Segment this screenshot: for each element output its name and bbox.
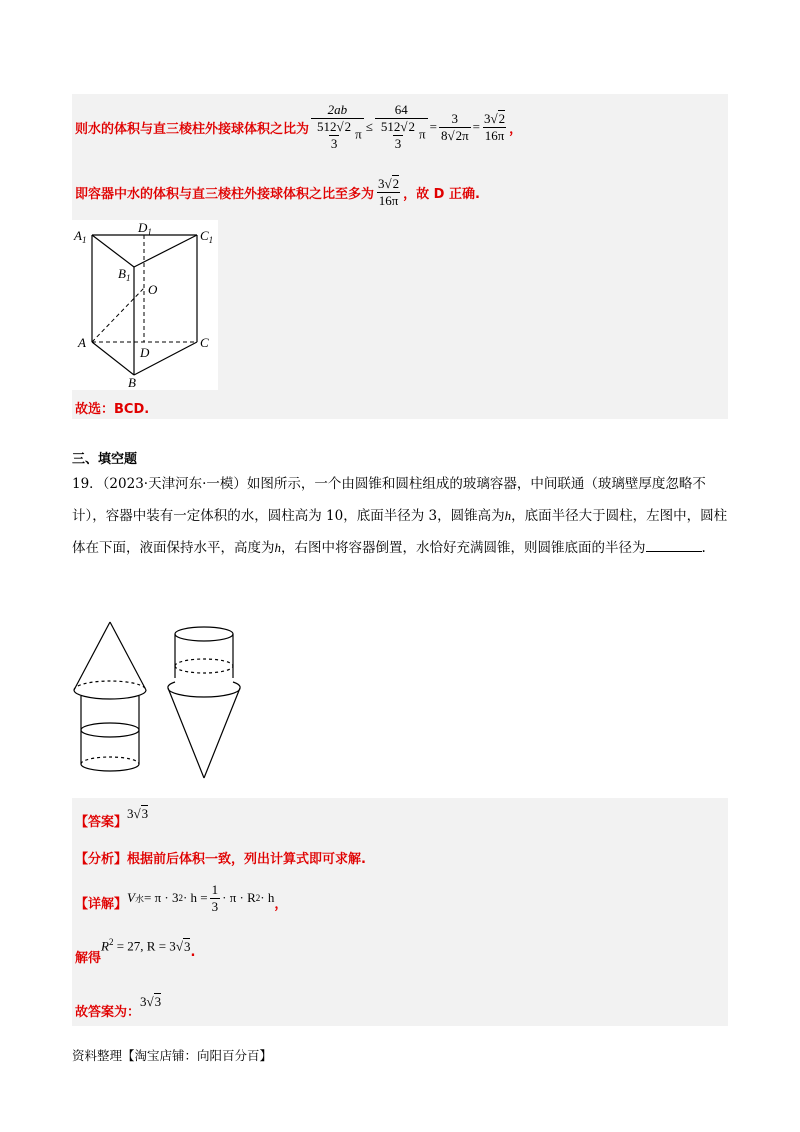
problem-19: 19．（2023·天津河东·一模）如图所示，一个由圆锥和圆柱组成的玻璃容器，中间联通（玻璃壁厚度忽略不计），容器中装有一定体积的水，圆柱高为 10，底面半径为 3，圆锥高为h，底面半径大于圆柱，左图中，圆柱体在下面，液面保持水平，高度为h，右图中将容器倒置，水恰好充满圆锥，则圆锥底面的半径为 .: [72, 476, 728, 556]
frac-64: 64 $\frac{512√2}{3}$ π: [375, 102, 428, 152]
answer-label: 【答案】: [75, 814, 128, 830]
left-cyl-bottom-back: [81, 757, 139, 764]
analysis-line: [75, 848, 366, 867]
label-c1: $C_1$: [200, 228, 214, 245]
answer-value: 3√3: [127, 806, 149, 821]
right-cone-edge-r: [204, 688, 240, 778]
label-d: D: [140, 345, 150, 360]
label-a1: $A_1$: [74, 228, 87, 245]
section-heading: 三、填空题: [72, 452, 138, 467]
detail-line: 【详解】 V 水 = π · 3 2 · h = $\frac{1}{3}$ · π · R 2 · h ，: [75, 881, 288, 914]
right-cone-base-back-l: [168, 682, 175, 688]
right-water-front: [175, 666, 233, 673]
label-b1: $B_1$: [118, 266, 131, 283]
label-b: B: [128, 375, 136, 390]
label-a: A: [78, 335, 86, 350]
analysis-label: 【分析】: [75, 852, 128, 867]
solve-line: 解得 $R^2 = 27$, R = 3√3 .: [75, 937, 196, 966]
right-cone-edge-l: [168, 688, 204, 778]
left-water-back: [81, 723, 139, 730]
solve-equation: $R^2 = 27$, R = 3√3: [101, 937, 191, 954]
footer-source: 资料整理【淘宝店铺：向阳百分百】: [72, 1048, 273, 1063]
solve-label: 解得: [75, 950, 102, 966]
right-cyl-top: [175, 627, 233, 641]
label-d1: $D_1$: [138, 220, 152, 237]
final-line: [75, 984, 161, 1020]
final-value: 3√3: [140, 994, 162, 1009]
detail-label: 【详解】: [75, 896, 128, 912]
conclusion-line: 即容器中水的体积与直三棱柱外接球体积之比至多为 $\frac{3√2}{16\pi}$ ，故 D 正确.: [75, 175, 480, 208]
label-c: C: [200, 335, 209, 350]
ratio-line: 则水的体积与直三棱柱外接球体积之比为 2ab $\frac{512√2}{3}$ π ≤ 64 $\frac{512√2}{3}$ π = $\frac{3}{8√2\pi}$ = $\frac{3√2}{16\pi}$ ，: [75, 102, 523, 151]
left-water-front: [81, 730, 139, 737]
conclusion-label: 即容器中水的体积与直三棱柱外接球体积之比至多为: [75, 186, 375, 202]
choice-text: 故选：BCD.: [75, 402, 150, 417]
analysis-text: 根据前后体积一致，列出计算式即可求解.: [127, 852, 366, 867]
container-figures: [72, 612, 272, 784]
right-cone-base-back-r: [233, 682, 240, 688]
answer-blank[interactable]: [646, 537, 702, 552]
left-cone-edge-r: [110, 622, 146, 690]
frac-3-over-8root2pi: $\frac{3}{8√2\pi}$: [440, 110, 469, 143]
frac-3root2-over-16pi: $\frac{3√2}{16\pi}$: [484, 110, 506, 143]
ratio-label: 则水的体积与直三棱柱外接球体积之比为: [75, 121, 310, 137]
left-cyl-bottom-front: [81, 764, 139, 771]
left-cone-edge-l: [74, 622, 110, 690]
final-label: 故答案为：: [75, 1004, 141, 1020]
left-cone-base-back: [74, 681, 146, 690]
frac-2ab: 2ab $\frac{512√2}{3}$ π: [311, 102, 364, 152]
prism-figure: [72, 220, 218, 390]
detail-equation: V 水 = π · 3 2 · h = $\frac{1}{3}$ · π · R 2 · h: [127, 881, 275, 914]
left-cone-base-front: [74, 690, 146, 699]
answer-line: [75, 802, 148, 838]
right-cone-base-front: [168, 688, 240, 697]
right-water-back: [175, 659, 233, 666]
frac-max-ratio: $\frac{3√2}{16\pi}$: [378, 175, 400, 208]
label-o: O: [148, 282, 158, 297]
choice-line: [75, 398, 149, 417]
